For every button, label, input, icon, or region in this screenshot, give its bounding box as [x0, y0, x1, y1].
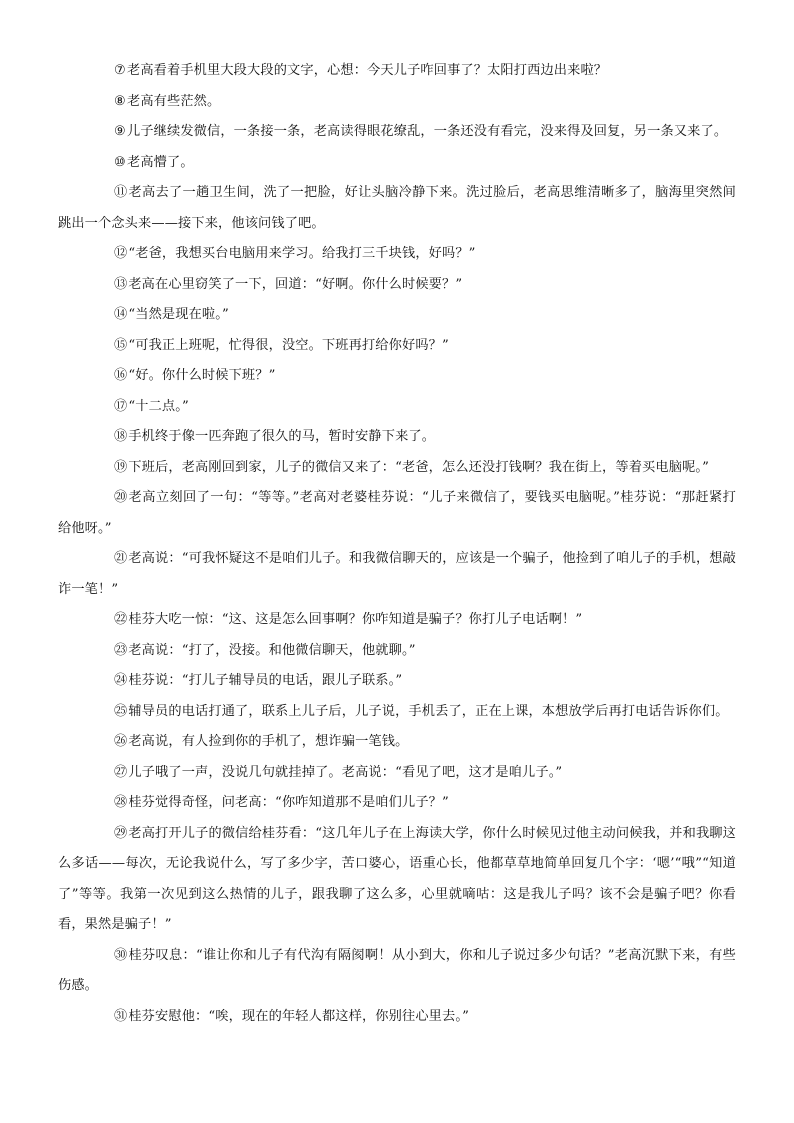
paragraph-number: ㉚ — [114, 947, 128, 963]
paragraph-text: “可我正上班呢，忙得很，没空。下班再打给你好吗？” — [128, 337, 449, 353]
paragraph-17 — [58, 392, 736, 423]
paragraph-20 — [58, 483, 736, 544]
paragraph-text: 老高看着手机里大段大段的文字，心想：今天儿子咋回事了？太阳打西边出来啦？ — [126, 63, 608, 78]
paragraph-number: ⑪ — [114, 185, 128, 200]
paragraph-number: ⑭ — [114, 307, 128, 322]
paragraph-9 — [58, 117, 736, 148]
paragraph-text: 老高打开儿子的微信给桂芬看：“这几年儿子在上海读大学，你什么时候见过他主动问候我，并和我聊这么多话——每次，无论我说什么，写了多少字，苦口婆心，语重心长，他都草草地简单回复几个字：‘嗯’“哦”“知道了”等等。我第一次见到这么热情的儿子，跟我聊了这么多，心里就嘀咕：这是我儿子吗？该不会是骗子吧？你看看，果然是骗子！” — [58, 825, 736, 932]
paragraph-number: ㉛ — [114, 1008, 128, 1024]
paragraph-number: ㉙ — [114, 825, 128, 841]
paragraph-13 — [58, 270, 736, 301]
paragraph-23 — [58, 636, 736, 667]
paragraph-number: ⑲ — [114, 459, 128, 475]
paragraph-number: ㉓ — [114, 642, 128, 658]
paragraph-text: 老高在心里窃笑了一下，回道：“好啊。你什么时候要？” — [128, 276, 463, 292]
paragraph-29 — [58, 819, 736, 941]
paragraph-12 — [58, 239, 736, 270]
paragraph-16 — [58, 361, 736, 392]
paragraph-number: ㉖ — [114, 734, 128, 749]
paragraph-15 — [58, 331, 736, 362]
paragraph-19 — [58, 453, 736, 484]
paragraph-text: 老高立刻回了一句：“等等。”老高对老婆桂芬说：“儿子来微信了，要钱买电脑呢。”桂芬说：“那赶紧打给他呀。” — [58, 490, 736, 536]
paragraph-30 — [58, 941, 736, 1002]
paragraph-text: 老高说：“打了，没接。和他微信聊天，他就聊。” — [128, 642, 416, 658]
paragraph-text: 老高说：“可我怀疑这不是咱们儿子。和我微信聊天的，应该是一个骗子，他捡到了咱儿子的手机，想敲诈一笔！” — [58, 551, 736, 597]
paragraph-text: “好。你什么时候下班？” — [128, 368, 276, 383]
paragraph-text: 老高懵了。 — [126, 154, 194, 170]
paragraph-22 — [58, 605, 736, 636]
paragraph-number: ㉕ — [114, 703, 128, 719]
paragraph-11 — [58, 178, 736, 239]
paragraph-number: ⑯ — [114, 368, 128, 383]
paragraph-24 — [58, 666, 736, 697]
paragraph-text: 下班后，老高刚回到家，儿子的微信又来了：“老爸，怎么还没打钱啊？我在街上，等着买电脑呢。” — [128, 459, 710, 475]
paragraph-text: “当然是现在啦。” — [128, 307, 229, 322]
paragraph-18 — [58, 422, 736, 453]
paragraph-text: 辅导员的电话打通了，联系上儿子后，儿子说，手机丢了，正在上课，本想放学后再打电话告诉你们。 — [128, 703, 729, 719]
paragraph-number: ⑱ — [114, 429, 128, 444]
paragraph-number: ⑧ — [114, 93, 126, 109]
paragraph-28 — [58, 788, 736, 819]
paragraph-number: ⑦ — [114, 63, 126, 78]
paragraph-text: 桂芬安慰他：“唉，现在的年轻人都这样，你别往心里去。” — [128, 1008, 469, 1024]
paragraph-text: 桂芬说：“打儿子辅导员的电话，跟儿子联系。” — [128, 673, 403, 688]
paragraph-10 — [58, 148, 736, 179]
paragraph-text: 桂芬大吃一惊：“这、这是怎么回事啊？你咋知道是骗子？你打儿子电话啊！” — [128, 612, 583, 627]
paragraph-number: ⑳ — [114, 490, 128, 505]
paragraph-text: “老爸，我想买台电脑用来学习。给我打三千块钱，好吗？” — [128, 246, 476, 261]
paragraph-number: ⑨ — [114, 124, 126, 139]
paragraph-31 — [58, 1002, 736, 1033]
paragraph-number: ⑬ — [114, 276, 128, 292]
paragraph-25 — [58, 697, 736, 728]
paragraph-text: “十二点。” — [128, 398, 189, 414]
paragraph-text: 老高去了一趟卫生间，洗了一把脸，好让头脑冷静下来。洗过脸后，老高思维清晰多了，脑海里突然间跳出一个念头来——接下来，他该问钱了吧。 — [58, 185, 736, 231]
paragraph-text: 桂芬叹息：“谁让你和儿子有代沟有隔阂啊！从小到大，你和儿子说过多少句话？”老高沉默下来，有些伤感。 — [58, 947, 736, 993]
paragraph-number: ㉑ — [114, 551, 128, 566]
document-page — [58, 56, 736, 1032]
paragraph-number: ㉗ — [114, 764, 128, 780]
paragraph-27 — [58, 758, 736, 789]
paragraph-8 — [58, 87, 736, 118]
paragraph-number: ⑫ — [114, 246, 128, 261]
paragraph-number: ㉔ — [114, 673, 128, 688]
paragraph-number: ㉘ — [114, 795, 128, 810]
paragraph-text: 桂芬觉得奇怪，问老高：“你咋知道那不是咱们儿子？” — [128, 795, 449, 810]
paragraph-text: 老高有些茫然。 — [126, 93, 221, 109]
paragraph-26 — [58, 727, 736, 758]
paragraph-text: 老高说，有人捡到你的手机了，想诈骗一笔钱。 — [128, 734, 409, 749]
paragraph-text: 手机终于像一匹奔跑了很久的马，暂时安静下来了。 — [128, 429, 436, 444]
paragraph-14 — [58, 300, 736, 331]
paragraph-7 — [58, 56, 736, 87]
paragraph-text: 儿子哦了一声，没说几句就挂掉了。老高说：“看见了吧，这才是咱儿子。” — [128, 764, 563, 780]
paragraph-number: ㉒ — [114, 612, 128, 627]
paragraph-text: 儿子继续发微信，一条接一条，老高读得眼花缭乱，一条还没有看完，没来得及回复，另一条又来了。 — [126, 124, 728, 139]
paragraph-number: ⑩ — [114, 154, 126, 170]
paragraph-21 — [58, 544, 736, 605]
paragraph-number: ⑮ — [114, 337, 128, 353]
paragraph-number: ⑰ — [114, 398, 128, 414]
